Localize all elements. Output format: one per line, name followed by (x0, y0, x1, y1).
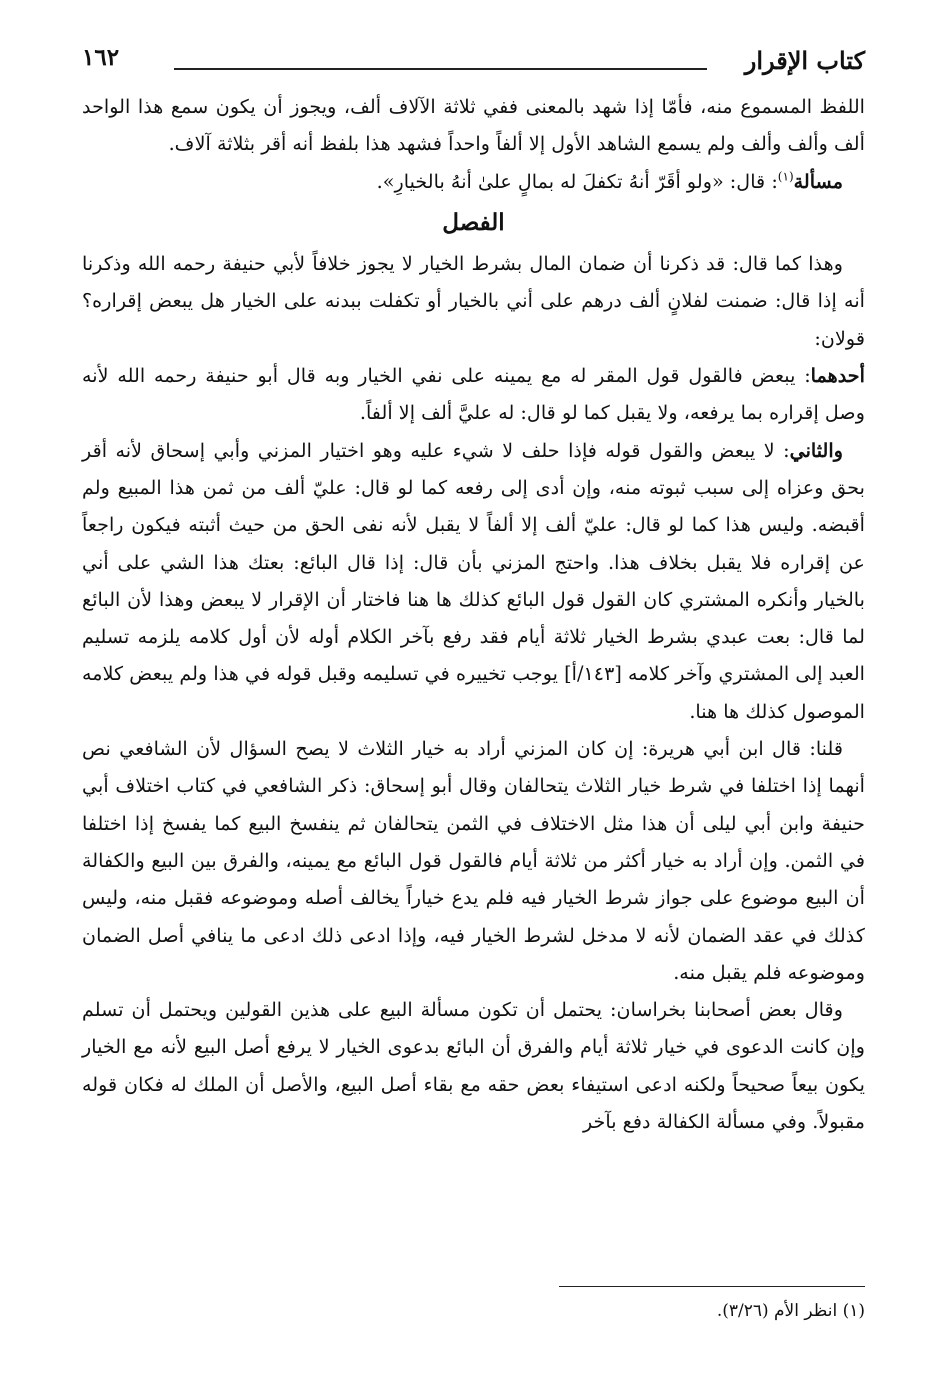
footnote-reference: (١) (777, 169, 794, 184)
header-rule (174, 68, 707, 70)
paragraph-text: وقال بعض أصحابنا بخراسان: يحتمل أن تكون مسألة البيع على هذين القولين ويحتمل أن تسلم وإن كانت الدعوى في خيار ثلاثة أيام والفرق أن البائع بدعوى الخيار لا يرفع أصل البيع لأنه مع الخيار يكون بيعاً صحيحاً ولكنه ادعى استيفاء بعض حقه مع بقاء أصل البيع، والأصل أن الملك له فكان قوله مقبولاً. وفي مسألة الكفالة دفع بآخر (82, 998, 865, 1134)
paragraph-text: : يبعض فالقول قول المقر له مع يمينه على نفي الخيار وبه قال أبو حنيفة رحمه الله لأنه وصل إقراره بما يرفعه، ولا يقبل كما لو قال: له عليَّ ألف إلا ألفاً. (82, 364, 865, 425)
section-heading: الفصل (442, 208, 505, 236)
footnote (717, 1296, 865, 1326)
page-body (82, 88, 865, 1140)
page-header (82, 34, 865, 74)
footnote-rule (559, 1286, 865, 1287)
paragraph-2 (82, 357, 865, 432)
paragraph-3 (82, 432, 865, 730)
paragraph-lead: والثاني (789, 438, 843, 462)
footnote-marker: (١) (842, 1301, 865, 1321)
paragraph-text: وهذا كما قال: قد ذكرنا أن ضمان المال بشرط الخيار لا يجوز خلافاً لأبي حنيفة رحمه الله وذكرنا أنه إذا قال: ضمنت لفلانٍ ألف درهم على أني بالخيار أو تكفلت ببدنه على الخيار هل يبعض إقراره؟ قولان: (82, 252, 865, 350)
paragraph-text: قلنا: قال ابن أبي هريرة: إن كان المزني أراد به خيار الثلاث لا يصح السؤال لأن الشافعي نص أنهما إذا اختلفا في شرط خيار الثلاث يتحالفان وقال أبو إسحاق: ذكر الشافعي في كتاب اختلاف أبي حنيفة وابن أبي ليلى أن هذا مثل الاختلاف في الثمن يتحالفان ثم ينفسخ البيع كما يفسخ إذا اختلفا في الثمن. وإن أراد به خيار أكثر من ثلاثة أيام فالقول قول البائع مع يمينه، والفرق بين البيع والكفالة أن البيع موضوع على جواز شرط الخيار فيه فلم يدع خياراً يخالف أصله وموضوعه فقبل منه، وليس كذلك في عقد الضمان لأنه لا مدخل لشرط الخيار فيه، وإذا ادعى ذلك ادعى ما ينافي أصل الضمان وموضوعه فلم يقبل منه. (82, 737, 865, 984)
paragraph-lead: أحدهما (810, 364, 865, 388)
masala-label: مسألة (793, 169, 843, 193)
paragraph-1 (82, 245, 865, 357)
paragraph-4 (82, 730, 865, 991)
page-number: ١٦٢ (82, 44, 120, 71)
masala-text: : قال: «ولو أقَرّ أنهُ تكفلَ له بمالٍ علىٰ أنهُ بالخيارِ». (376, 169, 778, 193)
footnote-text: انظر الأم (٣/٢٦). (716, 1301, 838, 1321)
paragraph-text: : لا يبعض والقول قوله فإذا حلف لا شيء عليه وهو اختيار المزني وأبي إسحاق لأنه أقر بحق وعزاه إلى سبب ثبوته منه، وإن أدى إلى رفعه كما لو قال: عليّ ألف من ثمن هذا المبيع ولم أقبضه. وليس هذا كما لو قال: عليّ ألف إلا ألفاً لا يقبل لأنه نفى الحق من حيث أثبته فيكون راجعاً عن إقراره فلا يقبل بخلاف هذا. واحتج المزني بأن قال: إذا قال البائع: بعتك هذا الشي على أني بالخيار وأنكره المشتري كان القول قول البائع كذلك ها هنا فاختار أن الإقرار لا يبعض وهذا لأن البائع لما قال: بعت عبدي بشرط الخيار ثلاثة أيام فقد رفع بآخر الكلام أوله لأن أول كلامه يلزمه تسليم العبد إلى المشتري وآخر كلامه [١٤٣/أ] يوجب تخييره في تسليمه وقبل قوله في هذا ولم يبعض كلامه الموصول كذلك ها هنا. (82, 438, 865, 723)
paragraph-5 (82, 991, 865, 1140)
intro-paragraph: اللفظ المسموع منه، فأمّا إذا شهد بالمعنى ففي ثلاثة الآلاف ألف، ويجوز أن يكون سمع هذا الواحد ألف وألف وألف ولم يسمع الشاهد الأول إلا ألفاً واحداً فشهد هذا بلفظ أنه أقر بثلاثة آلاف. (82, 95, 865, 156)
masala-paragraph (82, 163, 865, 200)
running-title: كتاب الإقرار (744, 46, 865, 75)
